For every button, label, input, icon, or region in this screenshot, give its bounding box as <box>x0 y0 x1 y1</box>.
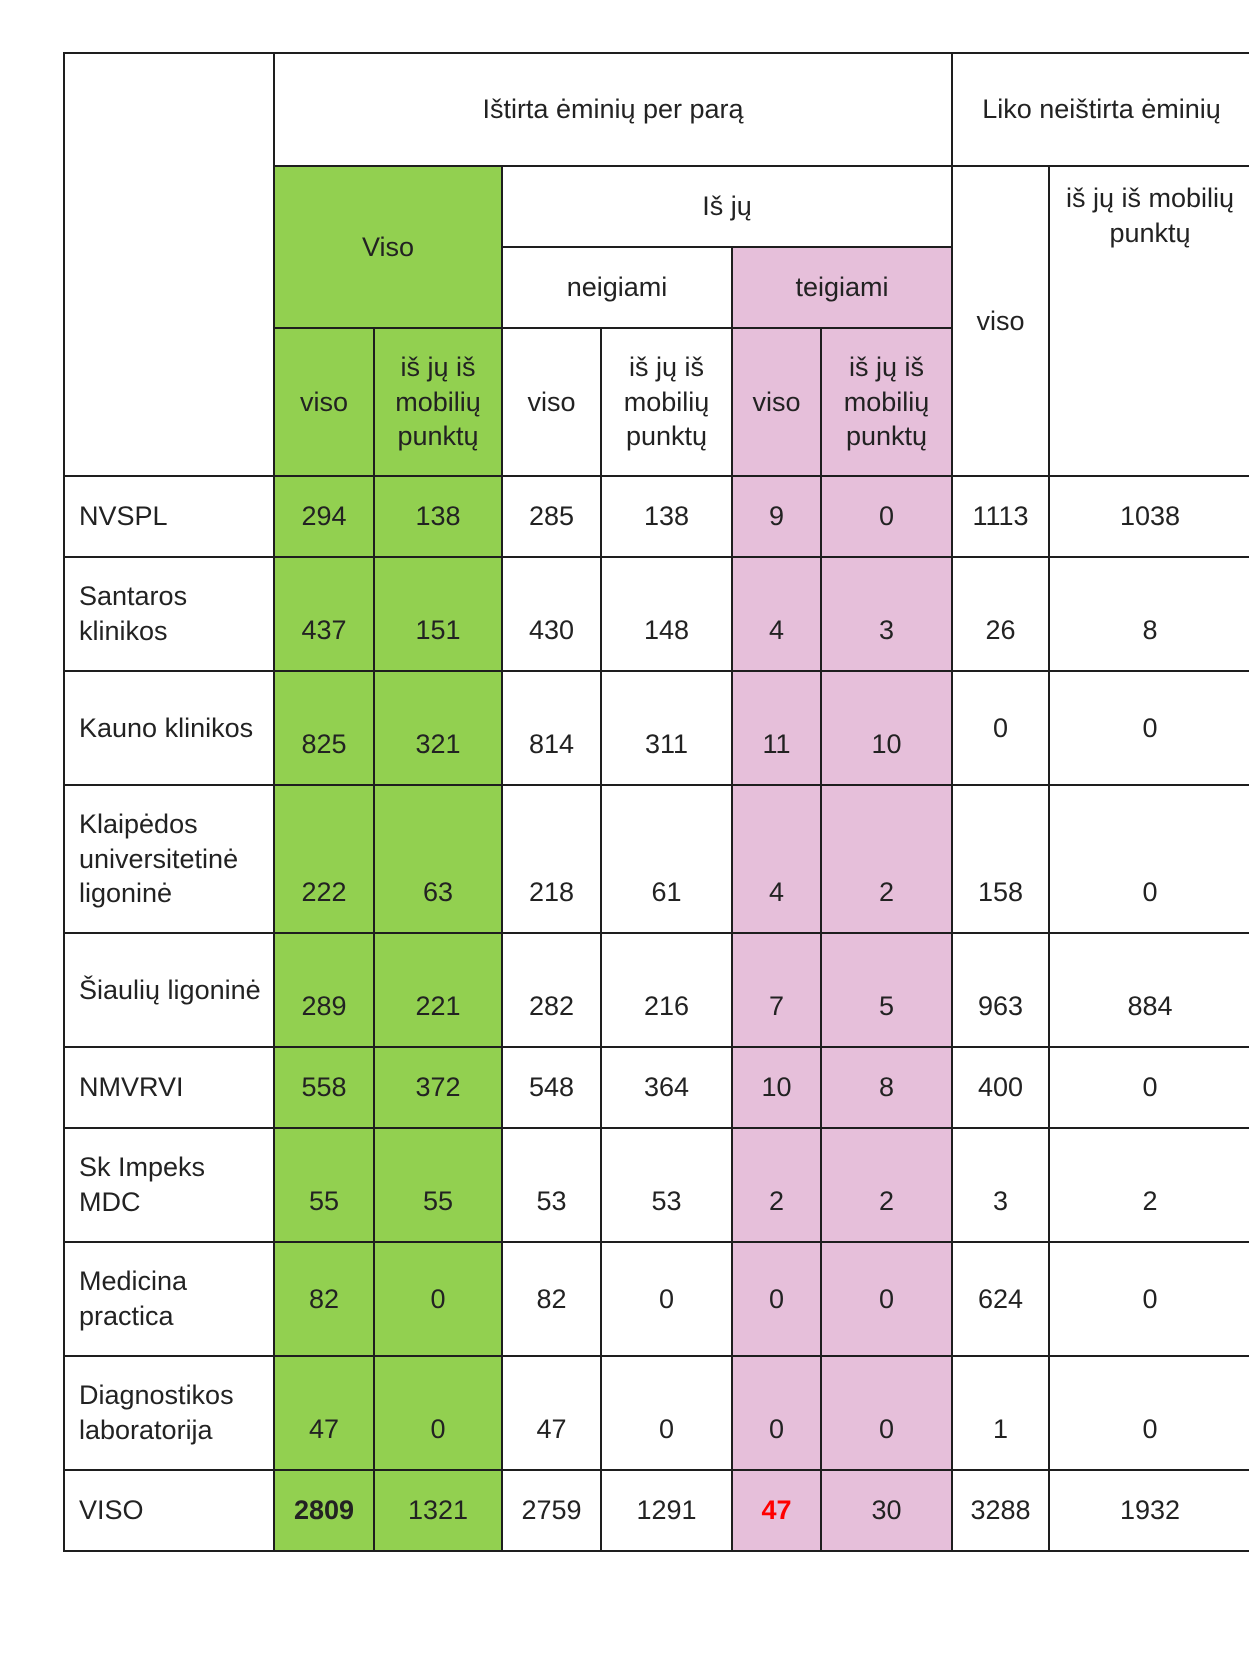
positive-mobile-cell: 0 <box>821 476 952 557</box>
totals-row <box>64 1470 1249 1551</box>
positive-cell: 11 <box>732 671 821 785</box>
table-row <box>64 1047 1249 1128</box>
negative-cell: 53 <box>502 1128 601 1242</box>
lab-name-cell: NVSPL <box>64 476 274 557</box>
total-cell: 55 <box>274 1128 374 1242</box>
table-row <box>64 671 1249 785</box>
table-row <box>64 1356 1249 1470</box>
grand-remaining-mobile-cell: 1932 <box>1049 1470 1249 1551</box>
remaining-mobile-cell: 884 <box>1049 933 1249 1047</box>
total-cell: 289 <box>274 933 374 1047</box>
total-cell: 47 <box>274 1356 374 1470</box>
total-cell: 222 <box>274 785 374 933</box>
grand-positive-mobile-cell: 30 <box>821 1470 952 1551</box>
positive-mobile-cell: 10 <box>821 671 952 785</box>
negative-cell: 548 <box>502 1047 601 1128</box>
lab-name-cell: Medicina practica <box>64 1242 274 1356</box>
grand-positive-cell: 47 <box>732 1470 821 1551</box>
remaining-mobile-cell: 0 <box>1049 1047 1249 1128</box>
lab-name-cell: Šiaulių ligoninė <box>64 933 274 1047</box>
lab-name-cell: Sk Impeks MDC <box>64 1128 274 1242</box>
grand-remaining-cell: 3288 <box>952 1470 1049 1551</box>
table-row <box>64 557 1249 671</box>
table-body <box>64 476 1249 1551</box>
positive-mobile-cell: 0 <box>821 1356 952 1470</box>
remaining-cell: 0 <box>952 671 1049 785</box>
remaining-mobile-header: iš jų iš mobilių punktų <box>1049 166 1249 476</box>
remaining-untested-header: Liko neištirta ėminių <box>952 53 1249 166</box>
remaining-cell: 1113 <box>952 476 1049 557</box>
total-cell: 82 <box>274 1242 374 1356</box>
total-mobile-cell: 0 <box>374 1356 502 1470</box>
total-mobile-cell: 55 <box>374 1128 502 1242</box>
total-mobile-sub-header: iš jų iš mobilių punktų <box>374 328 502 476</box>
positive-cell: 0 <box>732 1356 821 1470</box>
remaining-cell: 158 <box>952 785 1049 933</box>
lab-name-cell: Diagnostikos laboratorija <box>64 1356 274 1470</box>
remaining-mobile-cell: 0 <box>1049 785 1249 933</box>
tested-per-day-header: Ištirta ėminių per parą <box>274 53 952 166</box>
remaining-cell: 624 <box>952 1242 1049 1356</box>
total-mobile-cell: 138 <box>374 476 502 557</box>
total-mobile-cell: 63 <box>374 785 502 933</box>
negative-mobile-cell: 53 <box>601 1128 732 1242</box>
total-header: Viso <box>274 166 502 328</box>
of-which-header: Iš jų <box>502 166 952 247</box>
remaining-mobile-cell: 0 <box>1049 1242 1249 1356</box>
negative-mobile-sub-header: iš jų iš mobilių punktų <box>601 328 732 476</box>
table-row <box>64 933 1249 1047</box>
remaining-cell: 1 <box>952 1356 1049 1470</box>
lab-name-cell: Kauno klinikos <box>64 671 274 785</box>
negative-cell: 218 <box>502 785 601 933</box>
negative-cell: 47 <box>502 1356 601 1470</box>
positive-mobile-cell: 8 <box>821 1047 952 1128</box>
positive-header: teigiami <box>732 247 952 328</box>
positive-cell: 10 <box>732 1047 821 1128</box>
negative-mobile-cell: 364 <box>601 1047 732 1128</box>
positive-mobile-cell: 5 <box>821 933 952 1047</box>
totals-label-cell: VISO <box>64 1470 274 1551</box>
table-header <box>64 53 1249 476</box>
total-mobile-cell: 221 <box>374 933 502 1047</box>
grand-negative-cell: 2759 <box>502 1470 601 1551</box>
remaining-mobile-cell: 8 <box>1049 557 1249 671</box>
total-cell: 558 <box>274 1047 374 1128</box>
positive-mobile-cell: 2 <box>821 785 952 933</box>
negative-cell: 282 <box>502 933 601 1047</box>
negative-mobile-cell: 148 <box>601 557 732 671</box>
total-mobile-cell: 0 <box>374 1242 502 1356</box>
negative-header: neigiami <box>502 247 732 328</box>
positive-mobile-sub-header: iš jų iš mobilių punktų <box>821 328 952 476</box>
table-row <box>64 1128 1249 1242</box>
total-mobile-cell: 372 <box>374 1047 502 1128</box>
remaining-cell: 400 <box>952 1047 1049 1128</box>
grand-total-cell: 2809 <box>274 1470 374 1551</box>
table-row <box>64 1242 1249 1356</box>
remaining-mobile-cell: 0 <box>1049 1356 1249 1470</box>
remaining-mobile-cell: 0 <box>1049 671 1249 785</box>
negative-mobile-cell: 0 <box>601 1356 732 1470</box>
table-row <box>64 785 1249 933</box>
remaining-mobile-cell: 2 <box>1049 1128 1249 1242</box>
negative-mobile-cell: 61 <box>601 785 732 933</box>
positive-cell: 4 <box>732 557 821 671</box>
grand-negative-mobile-cell: 1291 <box>601 1470 732 1551</box>
negative-cell: 285 <box>502 476 601 557</box>
empty-corner-cell <box>64 53 274 476</box>
remaining-cell: 3 <box>952 1128 1049 1242</box>
remaining-cell: 963 <box>952 933 1049 1047</box>
positive-sub-header: viso <box>732 328 821 476</box>
test-results-table <box>63 52 1249 1552</box>
negative-mobile-cell: 216 <box>601 933 732 1047</box>
positive-cell: 7 <box>732 933 821 1047</box>
lab-name-cell: NMVRVI <box>64 1047 274 1128</box>
remaining-total-header: viso <box>952 166 1049 476</box>
positive-mobile-cell: 0 <box>821 1242 952 1356</box>
table-row <box>64 476 1249 557</box>
lab-name-cell: Klaipėdos universitetinė ligoninė <box>64 785 274 933</box>
negative-cell: 814 <box>502 671 601 785</box>
total-sub-header: viso <box>274 328 374 476</box>
negative-mobile-cell: 311 <box>601 671 732 785</box>
remaining-cell: 26 <box>952 557 1049 671</box>
total-mobile-cell: 321 <box>374 671 502 785</box>
negative-mobile-cell: 0 <box>601 1242 732 1356</box>
negative-sub-header: viso <box>502 328 601 476</box>
total-cell: 294 <box>274 476 374 557</box>
total-mobile-cell: 151 <box>374 557 502 671</box>
positive-cell: 9 <box>732 476 821 557</box>
remaining-mobile-cell: 1038 <box>1049 476 1249 557</box>
total-cell: 437 <box>274 557 374 671</box>
positive-mobile-cell: 3 <box>821 557 952 671</box>
lab-name-cell: Santaros klinikos <box>64 557 274 671</box>
positive-cell: 2 <box>732 1128 821 1242</box>
positive-cell: 0 <box>732 1242 821 1356</box>
negative-cell: 430 <box>502 557 601 671</box>
grand-total-mobile-cell: 1321 <box>374 1470 502 1551</box>
negative-mobile-cell: 138 <box>601 476 732 557</box>
negative-cell: 82 <box>502 1242 601 1356</box>
total-cell: 825 <box>274 671 374 785</box>
positive-mobile-cell: 2 <box>821 1128 952 1242</box>
positive-cell: 4 <box>732 785 821 933</box>
